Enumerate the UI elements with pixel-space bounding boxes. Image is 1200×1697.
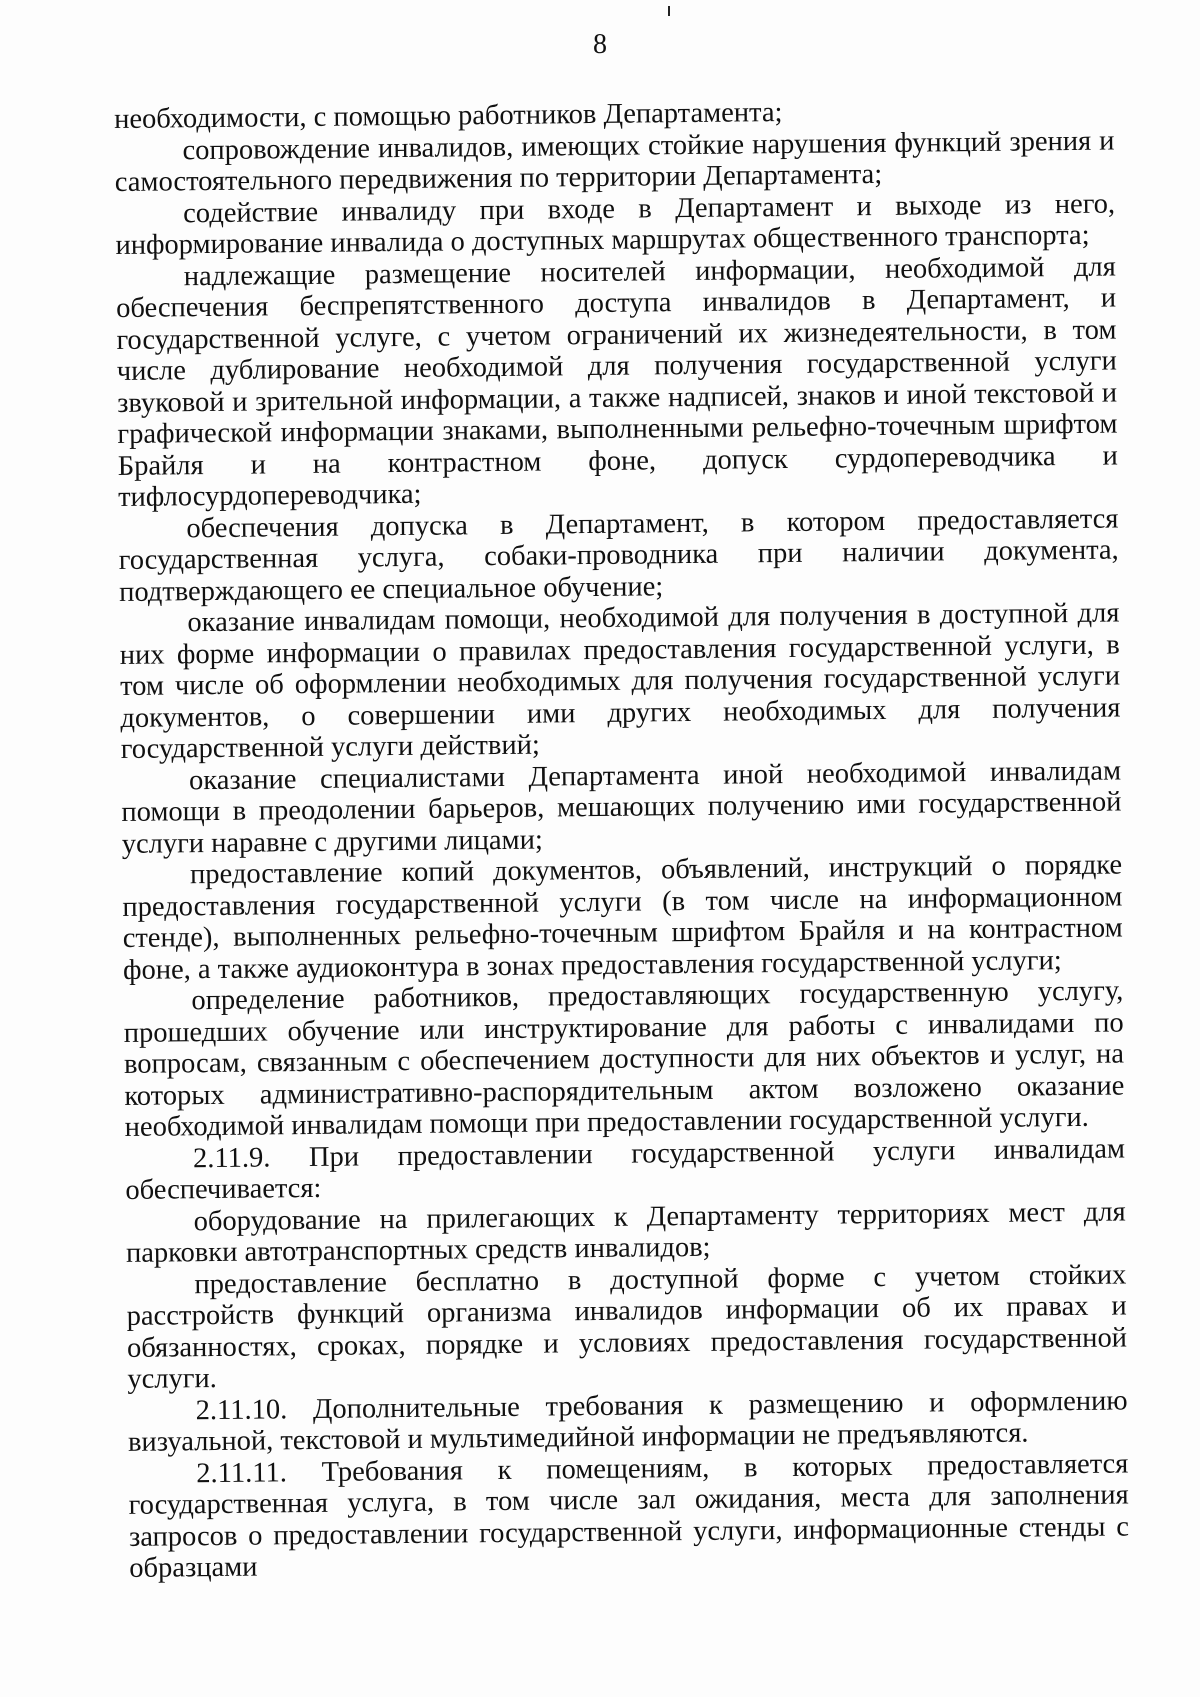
paragraph: оказание инвалидам помощи, необходимой для получения в доступной для них форме информации о правилах предоставления государственной услуги, в том числе об оформлении необходимых для получения государственной услуги документов, о совершении ими других необходимых для получения государственной услуги действий;: [119, 597, 1121, 765]
paragraph: сопровождение инвалидов, имеющих стойкие нарушения функций зрения и самостоятельного передвижения по территории Департамента;: [114, 125, 1115, 198]
paragraph: содействие инвалиду при входе в Департамент и выходе из него, информирование инвалида о доступных маршрутах общественного транспорта;: [115, 188, 1116, 261]
scan-mark: [668, 6, 670, 16]
paragraph: оказание специалистами Департамента иной необходимой инвалидам помощи в преодолении барьеров, мешающих получению ими государственной услуги наравне с другими лицами;: [121, 754, 1122, 860]
page-number: 8: [593, 29, 607, 60]
section-paragraph-2-11-9: 2.11.9. При предоставлении государственной услуги инвалидам обеспечивается:: [125, 1132, 1126, 1206]
body-text: [114, 94, 1129, 1585]
paragraph: предоставление бесплатно в доступной форме с учетом стойких расстройств функций организма инвалидов информации об их правах и обязанностях, сроках, порядке и условиях предоставления государственной услуги.: [126, 1258, 1128, 1395]
paragraph: обеспечения допуска в Департамент, в котором предоставляется государственная услуга, собаки-проводника при наличии документа, подтверждающего ее специальное обучение;: [118, 503, 1119, 608]
paragraph: предоставление копий документов, объявлений, инструкций о порядке предоставления государственной услуги (в том числе на информационном стенде), выполненных рельефно-точечным шрифтом Брайля и на контрастном фоне, а также аудиоконтура в зонах предоставления государственной услуги;: [122, 849, 1123, 986]
section-paragraph-2-11-11: 2.11.11. Требования к помещениям, в которых предоставляется государственная услуга, в том числе зал ожидания, места для заполнения запросов о предоставлении государственной услуги, информационные стенды с образцами: [128, 1447, 1130, 1584]
section-paragraph-2-11-10: 2.11.10. Дополнительные требования к размещению и оформлению визуальной, текстовой и мультимедийной информации не предъявляются.: [127, 1384, 1128, 1458]
paragraph: оборудование на прилегающих к Департаменту территориях мест для парковки автотранспортных средств инвалидов;: [125, 1195, 1126, 1269]
paragraph: надлежащие размещение носителей информации, необходимой для обеспечения беспрепятственного доступа инвалидов в Департамент, и государственной услуге, с учетом ограничений их жизнедеятельности, в том числе дублирование необходимой для получения государственной услуги звуковой и зрительной информации, а также надписей, знаков и иной текстовой и графической информации знаками, выполненными рельефно-точечным шрифтом Брайля и на контрастном фоне, допуск сурдопереводчика и тифлосурдопереводчика;: [115, 251, 1118, 513]
paragraph: определение работников, предоставляющих государственную услугу, прошедших обучение или инструктирование для работы с инвалидами по вопросам, связанным с обеспечением доступности для них объектов и услуг, на которых административно-распорядительным актом возложено оказание необходимой инвалидам помощи при предоставлении государственной услуги.: [123, 975, 1125, 1143]
paragraph: необходимости, с помощью работников Департамента;: [114, 97, 783, 135]
